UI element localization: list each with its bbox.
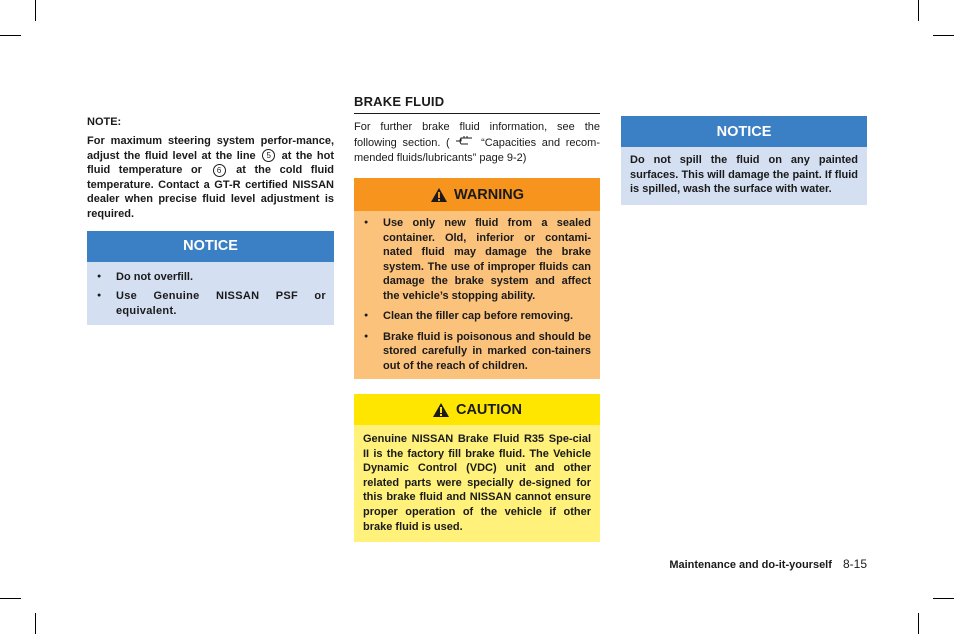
list-item: ● Use only new fluid from a sealed container. Old, inferior or contami-nated fluid may damage the brake system. The use of improper fluids can damage the brake system and affect the vehicle’s stopping ability. xyxy=(354,216,591,303)
list-item: ● Use Genuine NISSAN PSF or equivalent. xyxy=(87,289,326,318)
list-item: ● Clean the filler cap before removing. xyxy=(354,309,591,324)
warning-triangle-icon xyxy=(432,402,450,418)
notice-body xyxy=(621,147,867,205)
list-item: ● Do not overfill. xyxy=(87,270,326,285)
footer-section: Maintenance and do-it-yourself xyxy=(669,559,832,571)
callout-marker-6: 6 xyxy=(213,164,226,177)
right-column xyxy=(621,116,867,205)
crop-mark xyxy=(35,0,36,21)
intro-text xyxy=(354,120,600,166)
caution-box xyxy=(354,394,600,542)
caution-title: CAUTION xyxy=(455,401,523,418)
intro-text-part: For further brake fluid information, see the following section. ( xyxy=(354,121,600,149)
caution-header xyxy=(354,394,600,425)
notice-header: NOTICE xyxy=(621,116,867,147)
intro-text-part: “Capacities and recom-mended fluids/lubricants” page 9-2) xyxy=(354,136,600,164)
section-title: BRAKE FLUID xyxy=(354,94,600,114)
crop-mark xyxy=(35,613,36,634)
notice-box-paint xyxy=(621,116,867,205)
caution-text: Genuine NISSAN Brake Fluid R35 Spe-cial II is the factory fill brake fluid. The Vehicle Dynamic Control (VDC) unit and other related parts were specially de-signed for this brake fluid and NISSAN cannot ensure proper operation of the vehicle if other brake fluid is used. xyxy=(363,433,591,533)
crop-mark xyxy=(933,35,954,36)
caution-body xyxy=(354,425,600,542)
note-text-part: at the hot fluid temperature or xyxy=(87,149,334,177)
note-text-part: at the cold fluid temperature. Contact a GT-R certified NISSAN dealer when precise fluid level adjustment is required. xyxy=(87,164,335,220)
page-footer xyxy=(640,557,867,571)
middle-column xyxy=(354,94,600,542)
warning-header xyxy=(354,178,600,211)
warning-title: WARNING xyxy=(453,186,525,203)
notice-text: Do not spill the fluid on any painted surfaces. This will damage the paint. If fluid is spilled, wash the surface with water. xyxy=(630,154,858,196)
notice-box-steering xyxy=(87,231,334,326)
note-label: NOTE: xyxy=(87,116,122,128)
list-item: ● Brake fluid is poisonous and should be stored carefully in marked con-tainers out of the reach of children. xyxy=(354,330,591,374)
notice-body xyxy=(87,262,334,326)
warning-box xyxy=(354,178,600,379)
callout-marker-5: 5 xyxy=(262,149,275,162)
pointing-hand-icon xyxy=(455,135,475,151)
crop-mark xyxy=(918,613,919,634)
crop-mark xyxy=(918,0,919,21)
page-number: 8-15 xyxy=(842,557,867,571)
crop-mark xyxy=(0,598,21,599)
note-text xyxy=(87,134,334,222)
notice-header: NOTICE xyxy=(87,231,334,262)
crop-mark xyxy=(933,598,954,599)
crop-mark xyxy=(0,35,21,36)
warning-triangle-icon xyxy=(430,187,448,203)
left-column xyxy=(87,116,334,325)
warning-body xyxy=(354,211,600,379)
note-text-part: For maximum steering system perfor-mance, adjust the fluid level at the line xyxy=(87,135,334,162)
